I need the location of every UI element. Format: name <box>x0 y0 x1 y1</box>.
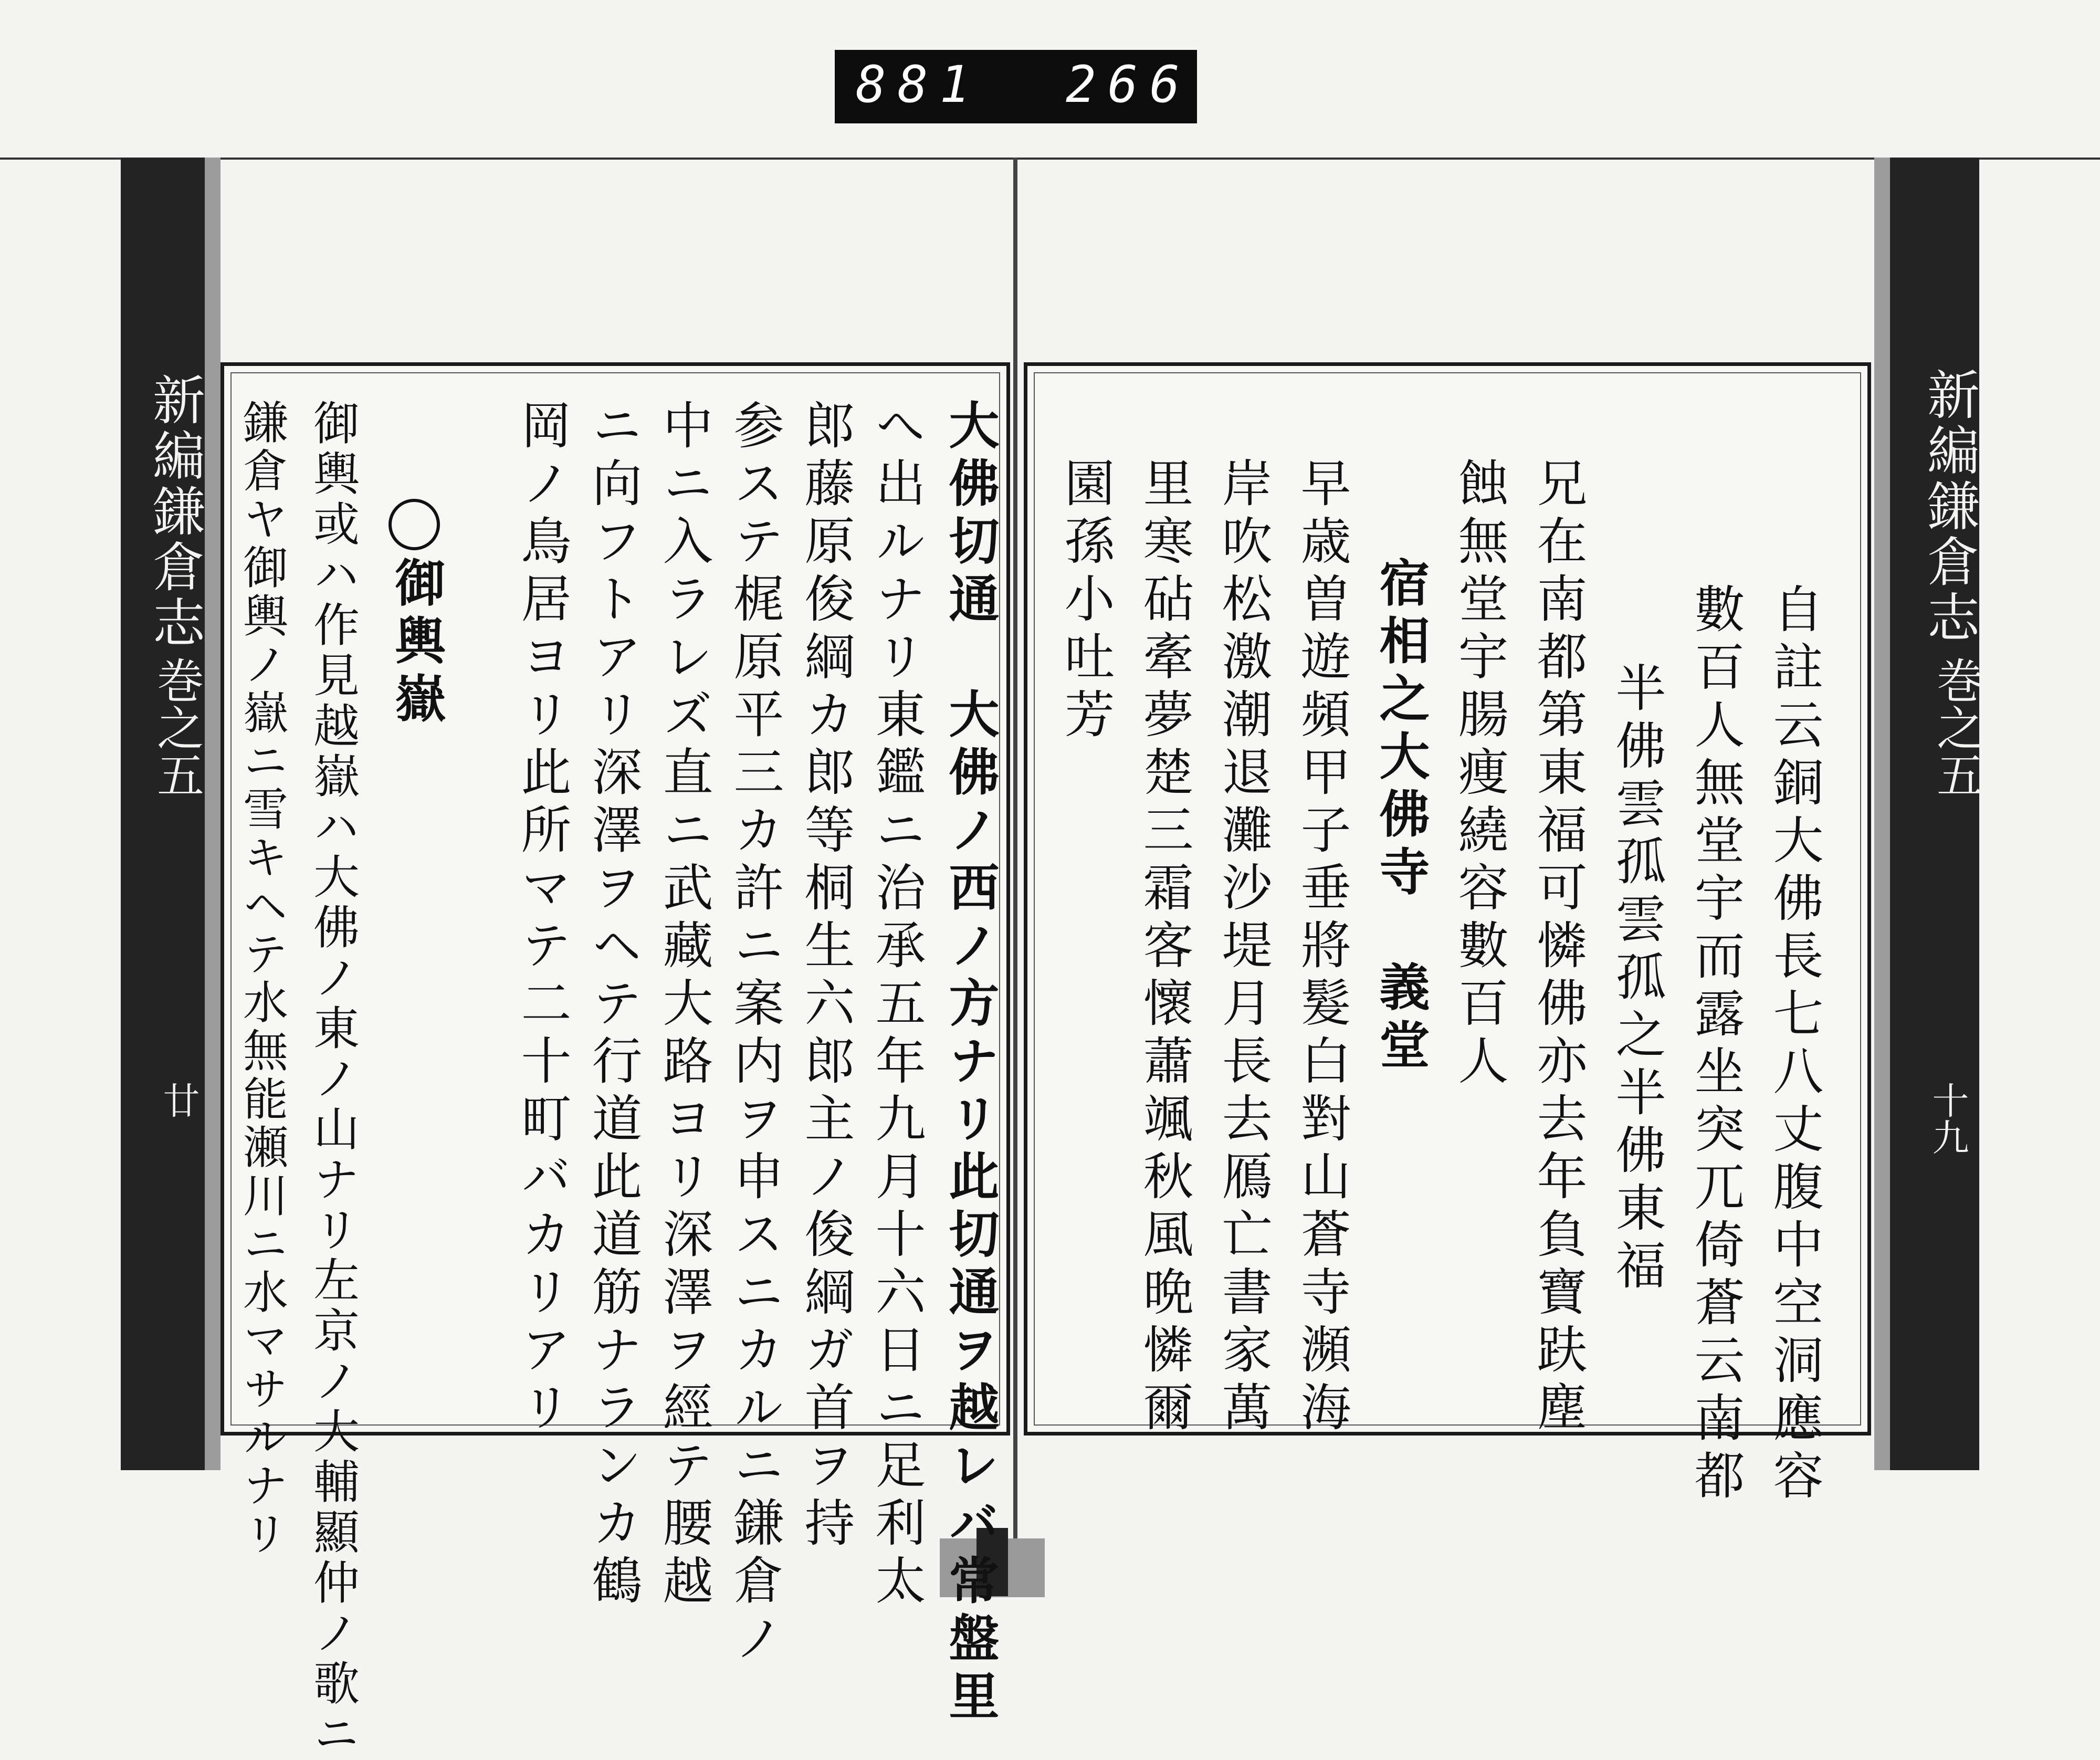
left-col-1: 大佛切通 大佛ノ西ノ方ナリ此切通ヲ越レバ常盤里 <box>941 399 1000 1727</box>
left-col-5: 中ニ入ラレズ直ニ武藏大路ヨリ深澤ヲ經テ腰越 <box>655 399 713 1612</box>
left-col-3: 郎藤原俊綱カ郎等桐生六郎主ノ俊綱ガ首ヲ持 <box>796 399 855 1554</box>
left-col-6: ニ向フトアリ深澤ヲヘテ行道此道筋ナランカ鶴 <box>584 399 643 1612</box>
section-circle-mark <box>388 499 440 550</box>
left-margin-volume: 巻之五 <box>149 656 204 798</box>
right-margin-title: 新編鎌倉志 <box>1918 368 1980 646</box>
left-margin-title: 新編鎌倉志 <box>144 373 205 651</box>
left-margin-page-number: 廿 <box>157 1082 200 1118</box>
right-col-9: 里寒砧牽夢楚三霜客懷蕭颯秋風晩憐爾 <box>1135 457 1194 1439</box>
right-col-4: 兄在南都第東福可憐佛亦去年負寶趺塵 <box>1529 457 1588 1439</box>
right-book-edge <box>1890 158 1979 1470</box>
right-edge-shade <box>1874 158 1890 1470</box>
left-col-4: 参ステ梶原平三カ許ニ案内ヲ申スニカルニ鎌倉ノ <box>726 399 784 1670</box>
right-col-10: 園孫小吐芳 <box>1056 457 1115 746</box>
left-col-9: 御輿或ハ作見越嶽ハ大佛ノ東ノ山ナリ左京ノ大輔顯仲ノ歌ニ <box>306 399 360 1760</box>
left-col-7: 岡ノ鳥居ヨリ此所マテ二十町バカリアリ <box>513 399 572 1439</box>
left-book-edge <box>121 158 205 1470</box>
right-margin-volume: 巻之五 <box>1928 656 1983 798</box>
right-col-1: 自註云銅大佛長七八丈腹中空洞應容 <box>1765 583 1824 1507</box>
plate-number-right: 266 <box>1066 55 1192 114</box>
right-col-2: 數百人無堂宇而露坐突兀倚蒼云南都 <box>1686 583 1745 1507</box>
center-spine-line <box>1013 158 1017 1596</box>
right-col-5: 蝕無堂宇腸痩繞容數百人 <box>1450 457 1509 1092</box>
left-col-2: へ出ルナリ東鑑ニ治承五年九月十六日ニ足利太 <box>867 399 926 1612</box>
right-poem-title: 宿相之大佛寺 義堂 <box>1371 557 1431 1076</box>
left-col-10: 鎌倉ヤ御輿ノ嶽ニ雪キヘテ水無能瀬川ニ水マサルナリ <box>235 399 288 1558</box>
right-col-7: 早歳曽遊頻甲子垂將髮白對山蒼寺瀕海 <box>1293 457 1351 1439</box>
right-col-3: 半佛雲孤雲孤之半佛東福 <box>1608 662 1666 1297</box>
top-rule <box>0 158 2100 160</box>
right-col-8: 岸吹松激潮退灘沙堤月長去鴈亡書家萬 <box>1214 457 1273 1439</box>
microfilm-number-plate <box>835 50 1197 123</box>
plate-number-left: 881 <box>856 55 982 114</box>
left-heading-mikoshidake: 御輿嶽 <box>387 557 446 730</box>
right-margin-page-number: 十九 <box>1926 1082 1969 1155</box>
left-edge-shade <box>205 158 220 1470</box>
